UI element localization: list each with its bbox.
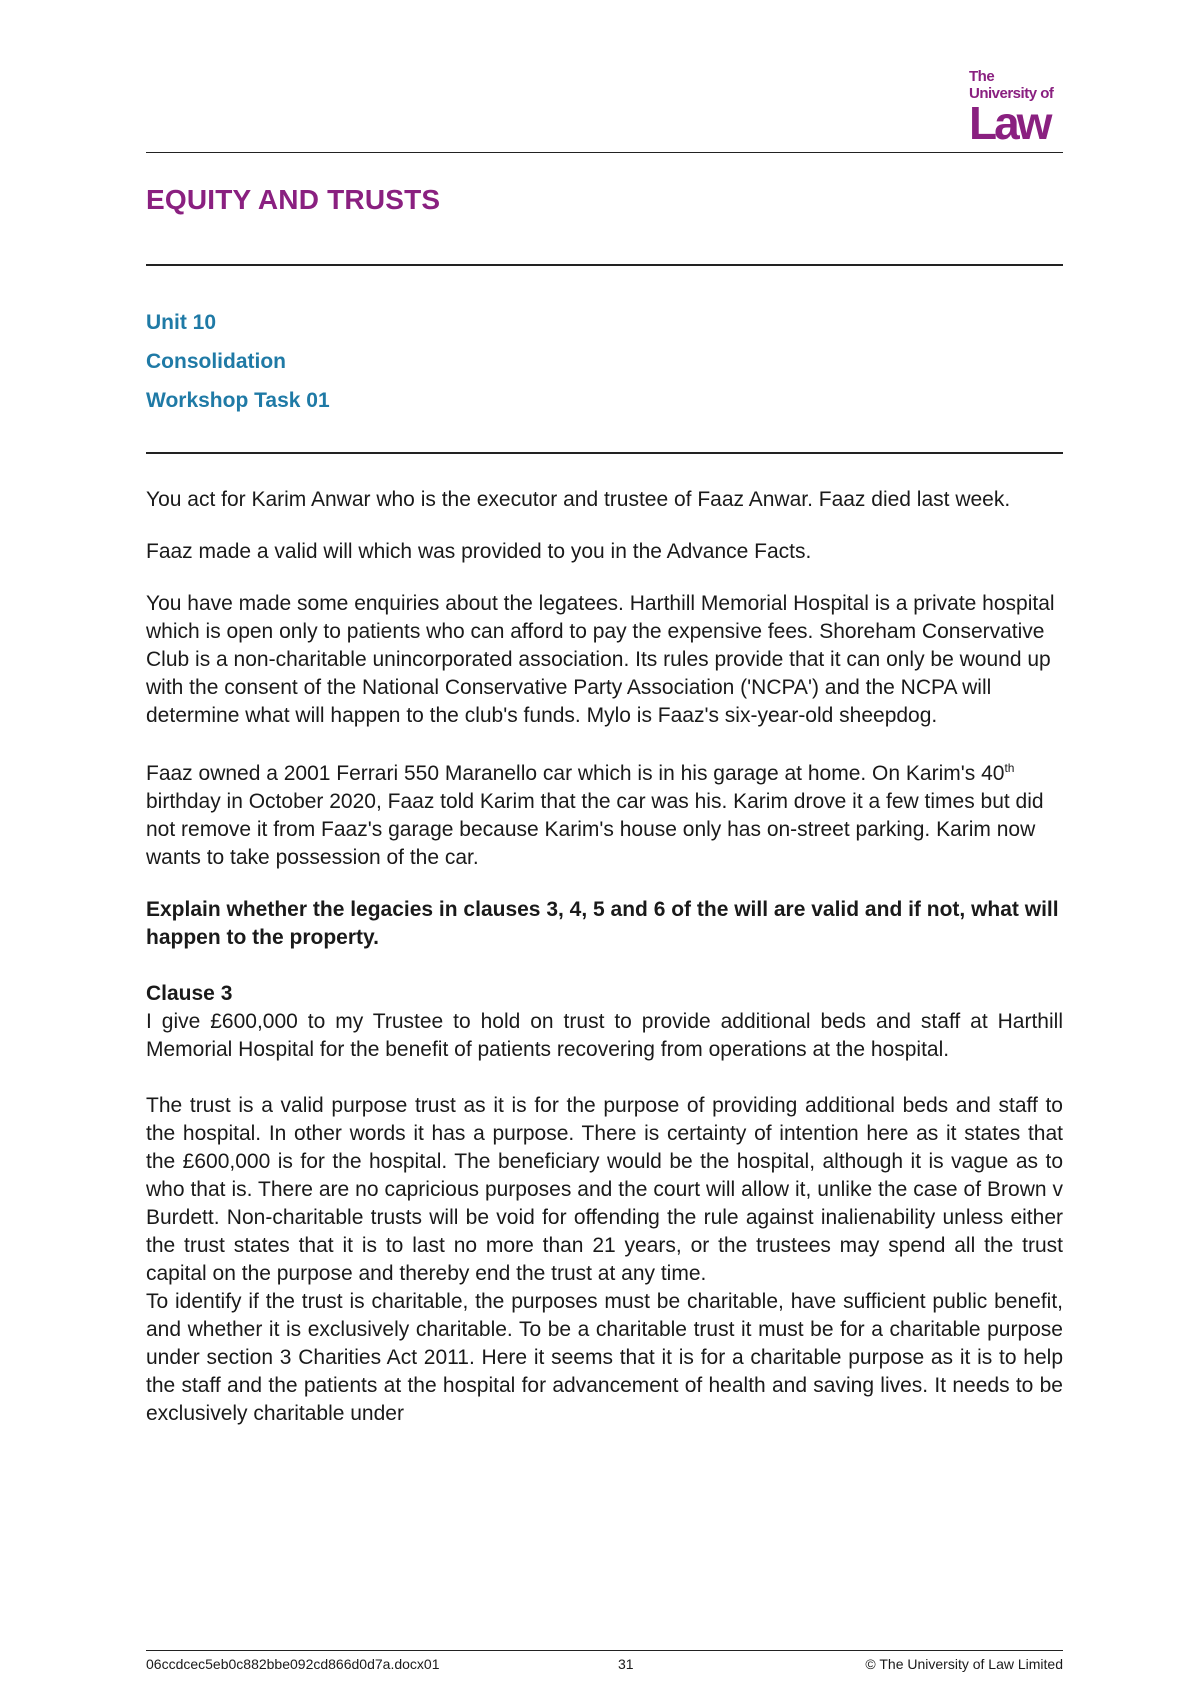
- document-title: EQUITY AND TRUSTS: [146, 184, 441, 215]
- university-logo: [969, 68, 1069, 149]
- clause-text: I give £600,000 to my Trustee to hold on trust to provide additional beds and staff at Harthill Memorial Hospital for the benefit of patients recovering from operations at the hospital.: [146, 1010, 1063, 1061]
- header-divider: [146, 152, 1063, 153]
- section-heading: Consolidation: [146, 350, 286, 373]
- paragraph-will: Faaz made a valid will which was provided to you in the Advance Facts.: [146, 540, 812, 563]
- subheading-divider: [146, 452, 1063, 454]
- footer-filename: 06ccdcec5eb0c882bbe092cd866d0d7a.docx01: [146, 1656, 440, 1672]
- question-text: Explain whether the legacies in clauses 3, 4, 5 and 6 of the will are valid and if not, what will happen to the property.: [146, 898, 1059, 949]
- answer-paragraph-1: The trust is a valid purpose trust as it is for the purpose of providing additional beds and staff to the hospital. In other words it has a purpose. There is certainty of intention here as it states that the £600,000 is for the hospital. The beneficiary would be the hospital, although it is vague as to who that is. There are no capricious purposes and the court will allow it, unlike the case of Brown v Burdett. Non-charitable trusts will be void for offending the rule against inalienability unless either the trust states that it is to last no more than 21 years, or the trustees may spend all the trust capital on the purpose and thereby end the trust at any time.: [146, 1094, 1063, 1285]
- document-body: [146, 486, 1063, 1428]
- paragraph-intro: You act for Karim Anwar who is the executor and trustee of Faaz Anwar. Faaz died last week.: [146, 488, 1011, 511]
- task-heading: Workshop Task 01: [146, 389, 330, 412]
- paragraph-car-part2: birthday in October 2020, Faaz told Karim that the car was his. Karim drove it a few times but did not remove it from Faaz's garage because Karim's house only has on-street parking. Karim now wants to take possession of the car.: [146, 790, 1044, 869]
- ordinal-suffix: th: [1004, 761, 1015, 775]
- logo-line-3: Law: [969, 97, 1050, 149]
- footer-page-number: 31: [618, 1656, 634, 1672]
- clause-heading: Clause 3: [146, 982, 233, 1005]
- logo-line-1: The: [969, 68, 995, 85]
- title-divider: [146, 264, 1063, 266]
- logo-line-2: University of: [969, 85, 1054, 102]
- footer-copyright: © The University of Law Limited: [865, 1656, 1063, 1672]
- unit-heading: Unit 10: [146, 311, 217, 334]
- paragraph-enquiries: You have made some enquiries about the legatees. Harthill Memorial Hospital is a private hospital which is open only to patients who can afford to pay the expensive fees. Shoreham Conservative Club is a non-charitable unincorporated association. Its rules provide that it can only be wound up with the consent of the National Conservative Party Association ('NCPA') and the NCPA will determine what will happen to the club's funds. Mylo is Faaz's six-year-old sheepdog.: [146, 592, 1055, 727]
- footer-divider: [146, 1650, 1063, 1651]
- paragraph-car-part1: Faaz owned a 2001 Ferrari 550 Maranello car which is in his garage at home. On Karim's 40: [146, 762, 1005, 785]
- paragraph-car: [146, 754, 1063, 872]
- answer-paragraph-2: To identify if the trust is charitable, the purposes must be charitable, have sufficient public benefit, and whether it is exclusively charitable. To be a charitable trust it must be for a charitable purpose under section 3 Charities Act 2011. Here it seems that it is for a charitable purpose as it is to help the staff and the patients at the hospital for advancement of health and saving lives. It needs to be exclusively charitable under: [146, 1290, 1063, 1425]
